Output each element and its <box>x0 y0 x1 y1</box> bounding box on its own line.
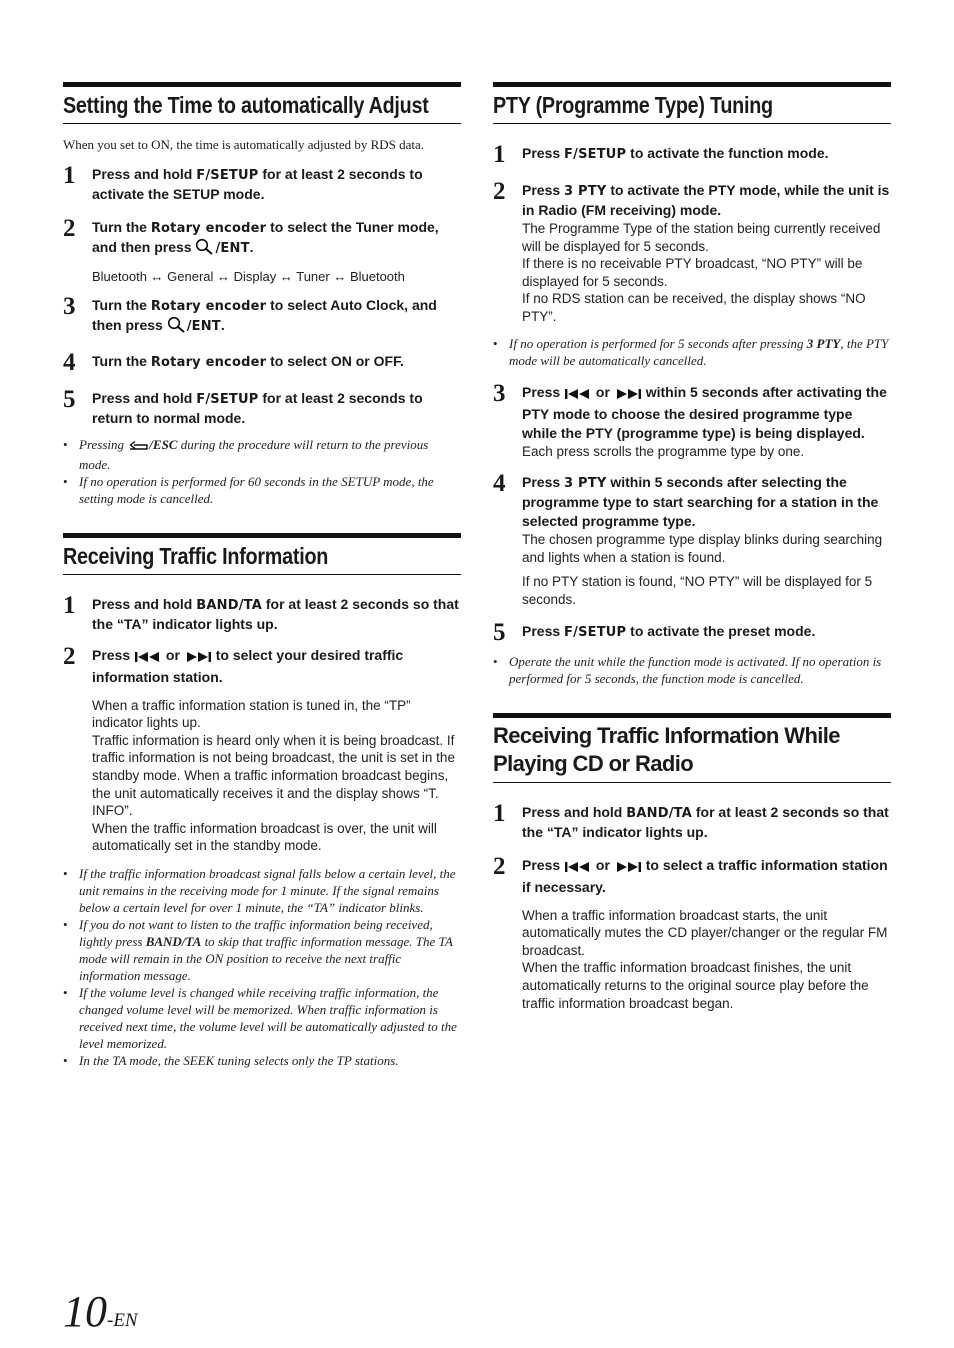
step-text: Turn the Rotary encoder to select ON or OFF. <box>92 352 404 370</box>
time-step-4 <box>63 348 461 376</box>
step-text: Press and hold F/SETUP for at least 2 seconds to activate the SETUP mode. <box>92 166 423 202</box>
time-notes <box>63 436 461 507</box>
step-text: Press 3 PTY to activate the PTY mode, while the unit is in Radio (FM receiving) mode. <box>522 182 890 218</box>
heading-cdradio: Receiving Traffic Information While Playing CD or Radio <box>493 722 840 776</box>
note-item: • If no operation is performed for 60 seconds in the SETUP mode, the setting mode is cancelled. <box>63 473 461 507</box>
section-heading-pty <box>493 82 891 124</box>
cdradio-step-1 <box>493 799 891 842</box>
pty-step5-note <box>493 653 891 687</box>
page-number <box>63 1286 138 1337</box>
section-heading-traffic <box>63 533 461 575</box>
time-step-1 <box>63 162 461 204</box>
return-icon <box>127 439 149 456</box>
step-number: 4 <box>493 470 506 498</box>
search-icon <box>195 238 215 260</box>
note-item: • In the TA mode, the SEEK tuning selects only the TP stations. <box>63 1052 461 1069</box>
step-number: 5 <box>63 385 76 413</box>
step-number: 2 <box>493 852 506 880</box>
pty-step3-body: Each press scrolls the programme type by one. <box>522 443 805 459</box>
cdradio-step-2 <box>493 852 891 897</box>
pty-step2-body: The Programme Type of the station being currently received will be displayed for 5 seconds. If there is no receivable PTY broadcast, “NO PTY” will be displayed for 5 seconds. If no RDS station can be received, the display shows “NO PTY”. <box>522 221 881 324</box>
heading-pty: PTY (Programme Type) Tuning <box>493 92 773 118</box>
step-number: 1 <box>63 591 76 619</box>
note-item: • If no operation is performed for 5 seconds after pressing 3 PTY, the PTY mode will be automatically cancelled. <box>493 335 891 369</box>
time-step-3 <box>63 292 461 338</box>
step-number: 1 <box>493 141 506 168</box>
traffic-step-2 <box>63 642 461 687</box>
search-icon <box>167 316 187 338</box>
step-number: 1 <box>63 162 76 189</box>
note-item: • If the traffic information broadcast signal falls below a certain level, the unit remains in the receiving mode for 1 minute. If the signal remains below a certain level for over 1 minute, the “TA” indicator blinks. <box>63 865 461 916</box>
step-number: 2 <box>63 215 76 242</box>
step-text: Press F/SETUP to activate the function mode. <box>522 145 829 162</box>
section-heading-time <box>63 82 461 124</box>
pty-step-2 <box>493 178 891 220</box>
note-item: • If you do not want to listen to the traffic information being received, lightly press BAND/TA to skip that traffic information message. The TA mode will remain in the ON position to receive the next traffic information message. <box>63 916 461 984</box>
seek-forward-icon <box>184 649 212 668</box>
pty-step4-body: The chosen programme type display blinks during searching and lights when a station is found. If no PTY station is found, “NO PTY” will be displayed for 5 seconds. <box>522 532 883 607</box>
note-item: • If the volume level is changed while receiving traffic information, the changed volume level will be memorized. When traffic information is received next time, the volume level will be automatically adjusted to the level memorized. <box>63 984 461 1052</box>
step-text: Press or to select your desired traffic information station. <box>92 646 404 685</box>
time-cycle-text: Bluetooth ↔ General ↔ Display ↔ Tuner ↔ Bluetooth <box>92 269 405 284</box>
step-text: Press or within 5 seconds after activating the PTY mode to choose the desired programme type while the PTY (programme type) is being displayed. <box>522 383 887 441</box>
step-text: Press and hold F/SETUP for at least 2 seconds to return to normal mode. <box>92 389 423 426</box>
traffic-step-1 <box>63 591 461 634</box>
step-text: Press or to select a traffic information station if necessary. <box>522 856 888 895</box>
page-number-suffix: -EN <box>107 1310 138 1331</box>
seek-forward-icon <box>614 386 642 405</box>
seek-back-icon <box>564 386 592 405</box>
step-number: 2 <box>493 178 506 205</box>
note-item: • Pressing /ESC during the procedure will return to the previous mode. <box>63 436 461 473</box>
step-text: Turn the Rotary encoder to select the Tuner mode, and then press /ENT. <box>92 218 461 260</box>
step-text: Turn the Rotary encoder to select Auto Clock, and then press /ENT. <box>92 296 461 338</box>
page-number-value: 10 <box>63 1287 107 1336</box>
pty-step-3 <box>493 379 891 443</box>
pty-step2-note <box>493 335 891 369</box>
step-text: Press and hold BAND/TA for at least 2 seconds so that the “TA” indicator lights up. <box>92 595 459 632</box>
traffic-notes <box>63 865 461 1069</box>
pty-step-4 <box>493 470 891 531</box>
seek-back-icon <box>134 649 162 668</box>
note-item: • Operate the unit while the function mode is activated. If no operation is performed for 5 seconds, the function mode is cancelled. <box>493 653 891 687</box>
traffic-step2-body: When a traffic information station is tuned in, the “TP” indicator lights up. Traffic information is heard only when it is being broadcast. If traffic information is not being broadcast, the unit is set in the standby mode. When a traffic information broadcast begins, the unit automatically receives it and the display shows “T. INFO”. When the traffic information broadcast is over, the unit will automatically set in the standby mode. <box>92 697 455 854</box>
heading-time: Setting the Time to automatically Adjust <box>63 92 429 118</box>
time-intro: When you set to ON, the time is automatically adjusted by RDS data. <box>63 137 425 152</box>
pty-step-1 <box>493 141 891 168</box>
seek-back-icon <box>564 859 592 878</box>
step-number: 5 <box>493 618 506 646</box>
pty-step-5 <box>493 618 891 646</box>
seek-forward-icon <box>614 859 642 878</box>
section-heading-cdradio <box>493 713 891 783</box>
step-number: 2 <box>63 642 76 670</box>
step-number: 3 <box>63 292 76 320</box>
step-text: Press 3 PTY within 5 seconds after selecting the programme type to start searching for a station in the selected programme type. <box>522 474 879 530</box>
step-number: 1 <box>493 799 506 827</box>
cdradio-step2-body: When a traffic information broadcast starts, the unit automatically mutes the CD player/changer or the regular FM broadcast. When the traffic information broadcast finishes, the unit automatically returns to the original source play before the traffic information broadcast began. <box>522 907 888 1011</box>
step-number: 4 <box>63 348 76 376</box>
right-column <box>493 82 891 1012</box>
step-text: Press and hold BAND/TA for at least 2 seconds so that the “TA” indicator lights up. <box>522 803 889 840</box>
time-step-5 <box>63 385 461 428</box>
heading-traffic: Receiving Traffic Information <box>63 542 329 569</box>
step-text: Press F/SETUP to activate the preset mode. <box>522 622 816 640</box>
left-column <box>63 82 461 1069</box>
time-step-2 <box>63 215 461 260</box>
step-number: 3 <box>493 379 506 407</box>
